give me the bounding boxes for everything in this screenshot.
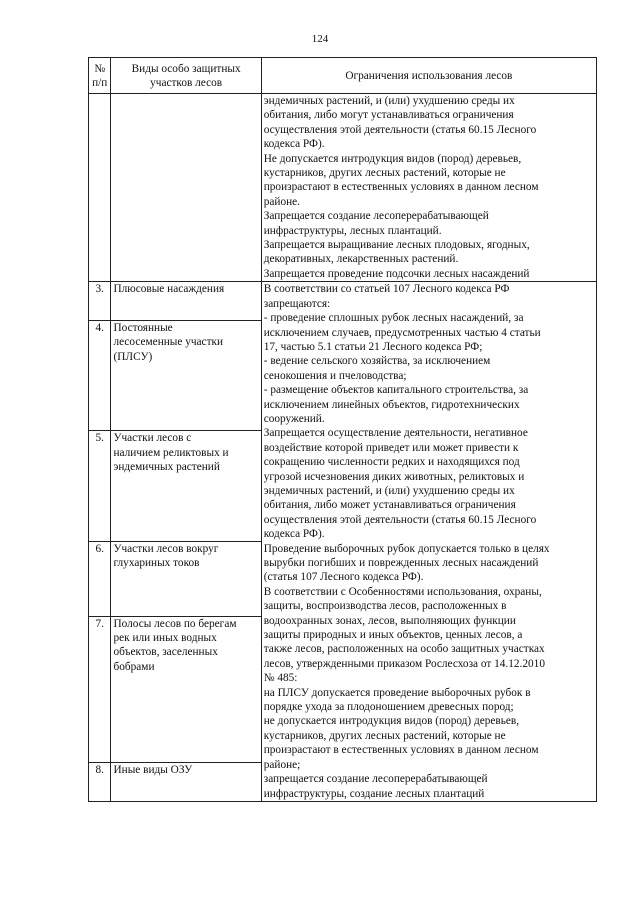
table-row	[89, 282, 597, 321]
page-number: 124	[311, 33, 329, 45]
header-zone-types: Виды особо защитных участков лесов	[111, 58, 261, 94]
restriction-paragraph: на ПЛСУ допускается проведение выборочных рубок в порядке ухода за плодоношением древесных пород;	[263, 686, 531, 714]
row-zone-type: Плюсовые насаждения	[111, 282, 261, 321]
continuation-paragraph: Не допускается интродукция видов (пород) деревьев, кустарников, других лесных растений, которые не произрастают в естественных условиях в данном лесном районе.	[263, 152, 539, 208]
row-number: 6.	[89, 542, 111, 617]
continuation-row	[89, 94, 597, 282]
row-zone-type: Участки лесов с наличием реликтовых и эндемичных растений	[111, 431, 261, 542]
header-restrictions: Ограничения использования лесов	[261, 58, 596, 94]
row-number: 5.	[89, 431, 111, 542]
restriction-paragraph: Проведение выборочных рубок допускается только в целях вырубки погибших и поврежденных лесных насаждений (статья 107 Лесного кодекса РФ).	[263, 542, 550, 584]
restriction-paragraph: - проведение сплошных рубок лесных насаждений, за исключением случаев, предусмотренных частью 4 статьи 17, частью 5.1 статьи 21 Лесного кодекса РФ;	[263, 312, 541, 353]
restrictions-table	[88, 57, 597, 802]
restriction-paragraph: В соответствии со статьей 107 Лесного кодекса РФ запрещаются:	[263, 283, 510, 310]
restriction-paragraph: В соответствии с Особенностями использования, охраны, защиты, воспроизводства лесов, расположенных в водоохранных зонах, лесов, выполняющих функции защиты природных и иных объектов, ценных лесов, а также лесов, расположенных на особо защитных участках лесов, утвержденными приказом Рослесхоза от 14.12.2010 № 485:	[263, 585, 545, 685]
merged-restrictions-cell	[261, 282, 596, 802]
restriction-paragraph: Запрещается осуществление деятельности, негативное воздействие которой приведет или может привести к сокращению численности редких и находящихся под угрозой исчезновения диких животных, реликтовых и эндемичных растений, и (или) ухудшению среды их обитания, либо может устанавливаться ограничения осуществления этой деятельности (статья 60.15 Лесного кодекса РФ).	[263, 427, 537, 541]
continuation-paragraph: Запрещается создание лесоперерабатывающей инфраструктуры, лесных плантаций.	[263, 210, 489, 237]
restriction-paragraph: - размещение объектов капитального строительства, за исключением линейных объектов, гидротехнических сооружений.	[263, 384, 529, 425]
row-number: 7.	[89, 616, 111, 763]
restriction-paragraph: - ведение сельского хозяйства, за исключением сенокошения и пчеловодства;	[263, 355, 491, 382]
continuation-paragraph: Запрещается проведение подсочки лесных насаждений	[263, 267, 530, 280]
header-number: № п/п	[89, 58, 111, 94]
restriction-paragraph: запрещается создание лесоперерабатывающей инфраструктуры, создание лесных плантаций	[263, 773, 488, 800]
table-header-row	[89, 58, 597, 94]
row-number: 3.	[89, 282, 111, 321]
row-zone-type: Иные виды ОЗУ	[111, 763, 261, 802]
row-zone-type: Постоянные лесосеменные участки (ПЛСУ)	[111, 320, 261, 431]
row-zone-type: Участки лесов вокруг глухариных токов	[111, 542, 261, 617]
continuation-cell	[261, 94, 596, 282]
row-number: 8.	[89, 763, 111, 802]
row-number: 4.	[89, 320, 111, 431]
restriction-paragraph: не допускается интродукция видов (пород) деревьев, кустарников, других лесных растений, которые не произрастают в естественных условиях в данном лесном районе;	[263, 715, 539, 771]
continuation-paragraph: Запрещается выращивание лесных плодовых, ягодных, декоративных, лекарственных растений.	[263, 239, 530, 266]
continuation-paragraph: эндемичных растений, и (или) ухудшению среды их обитания, либо могут устанавливаться ограничения осуществления этой деятельности (статья 60.15 Лесного кодекса РФ).	[263, 95, 537, 151]
row-zone-type: Полосы лесов по берегам рек или иных водных объектов, заселенных бобрами	[111, 616, 261, 763]
